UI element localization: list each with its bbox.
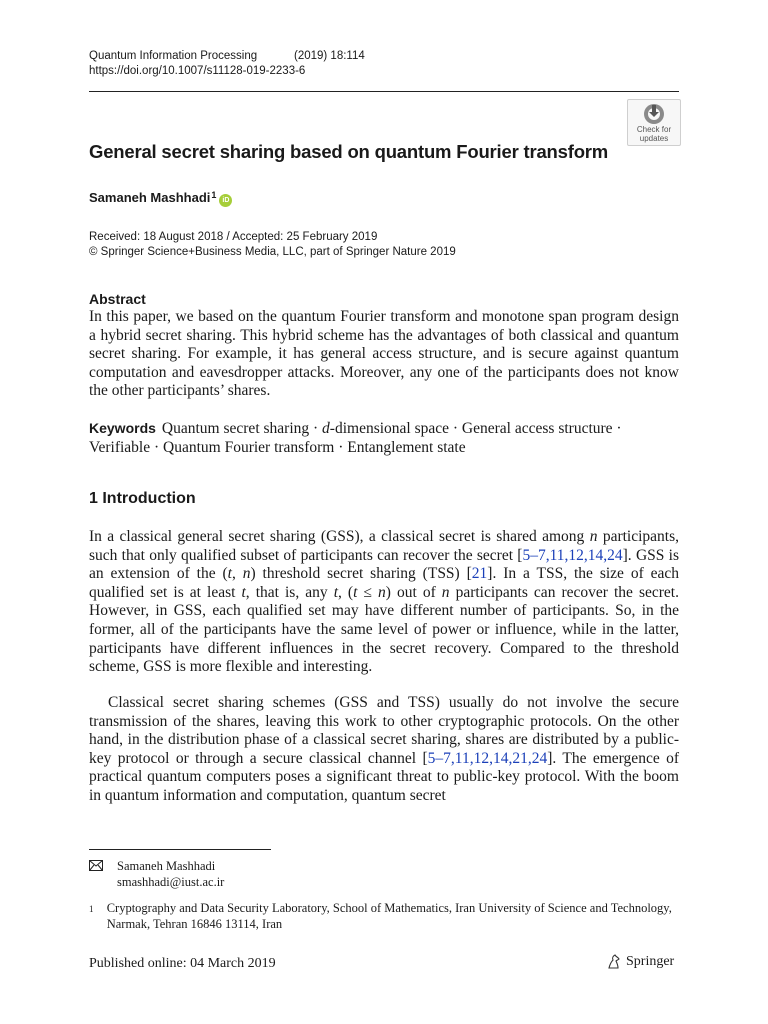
author-name: Samaneh Mashhadi — [89, 190, 211, 205]
springer-logo — [606, 954, 674, 970]
contact-email[interactable]: smashhadi@iust.ac.ir — [117, 875, 225, 889]
section-heading: 1 Introduction — [89, 490, 196, 507]
journal-header — [89, 49, 365, 79]
keywords-variable: d — [322, 420, 330, 437]
received-accepted: Received: 18 August 2018 / Accepted: 25 February 2019 — [89, 231, 378, 243]
citation-link[interactable]: 5–7,11,12,14,24 — [522, 546, 623, 564]
article-dates — [89, 230, 456, 260]
check-updates-line2: updates — [639, 134, 669, 143]
abstract-heading: Abstract — [89, 291, 146, 307]
abstract-text: In this paper, we based on the quantum Fourier transform and monotone span program design a hybrid secret sharing. This hybrid scheme has the advantages of both classical and quantum secret sharing. For example, it has general access structure, and is secure against quantum computation and eavesdropper attacks. Moreover, any one of the participants does not know the other participants’ shares. — [89, 308, 679, 400]
check-for-updates-button[interactable] — [627, 99, 681, 146]
intro-paragraph-1: In a classical general secret sharing (GSS), a classical secret is shared among n participants, such that only qualified subset of participants can recover the secret [5–7,11,12,14,24]. GSS is an extension of the (t, n) threshold secret sharing (TSS) [21]. In a TSS, the size of each qualified set is at least t, that is, any t, (t ≤ n) out of n participants can recover the secret. However, in GSS, each qualified set may have different number of participants. So, in the former, all of the participants have the same level of power or influence, while in the latter, participants have different influences in the secret recovery. Compared to the threshold scheme, GSS is more flexible and interesting. — [89, 528, 680, 676]
springer-label: Springer — [626, 954, 675, 969]
keywords-part2: -dimensional space · General access structure · Verifiable · Quantum Fourier transform · Entanglement state — [89, 420, 622, 456]
keywords-part1: Quantum secret sharing · — [161, 420, 323, 437]
author-line — [89, 190, 232, 207]
affiliation-mark: 1 — [89, 904, 94, 914]
journal-name: Quantum Information Processing — [89, 50, 258, 62]
springer-horse-icon — [606, 954, 622, 970]
author-affil-mark: 1 — [211, 190, 217, 200]
intro-paragraph-2: Classical secret sharing schemes (GSS and TSS) usually do not involve the secure transmission of the shares, leaving this work to other cryptographic protocols. On the other hand, in the distribution phase of a classical secret sharing, shares are distributed by a public-key protocol or through a secure classical channel [5–7,11,12,14,21,24]. The emergence of practical quantum computers poses a significant threat to public-key protocol. With the boom in quantum information and computation, quantum secret — [89, 694, 680, 804]
orcid-icon[interactable]: iD — [219, 194, 232, 207]
affiliation-text: Cryptography and Data Security Laboratory, School of Mathematics, Iran University of Science and Technology, Narmak, Tehran 16846 13114, Iran — [106, 901, 672, 931]
journal-volume: (2019) 18:114 — [294, 50, 365, 62]
check-updates-icon — [643, 103, 665, 125]
citation-link[interactable]: 21 — [471, 565, 488, 583]
affiliation-footnote — [89, 900, 679, 932]
envelope-icon — [89, 860, 103, 871]
published-date: Published online: 04 March 2019 — [89, 956, 276, 971]
header-divider — [89, 91, 679, 92]
check-updates-line1: Check for — [636, 125, 672, 134]
doi-link[interactable]: https://doi.org/10.1007/s11128-019-2233-6 — [89, 65, 306, 77]
footnote-divider — [89, 849, 271, 850]
keywords-label: Keywords — [89, 420, 156, 436]
contact-name: Samaneh Mashhadi — [117, 859, 216, 873]
citation-link[interactable]: 5–7,11,12,14,21,24 — [427, 749, 548, 767]
corresponding-author — [89, 858, 224, 890]
paper-title: General secret sharing based on quantum Fourier transform — [89, 141, 609, 162]
keywords — [89, 419, 679, 457]
copyright: © Springer Science+Business Media, LLC, part of Springer Nature 2019 — [89, 246, 456, 258]
